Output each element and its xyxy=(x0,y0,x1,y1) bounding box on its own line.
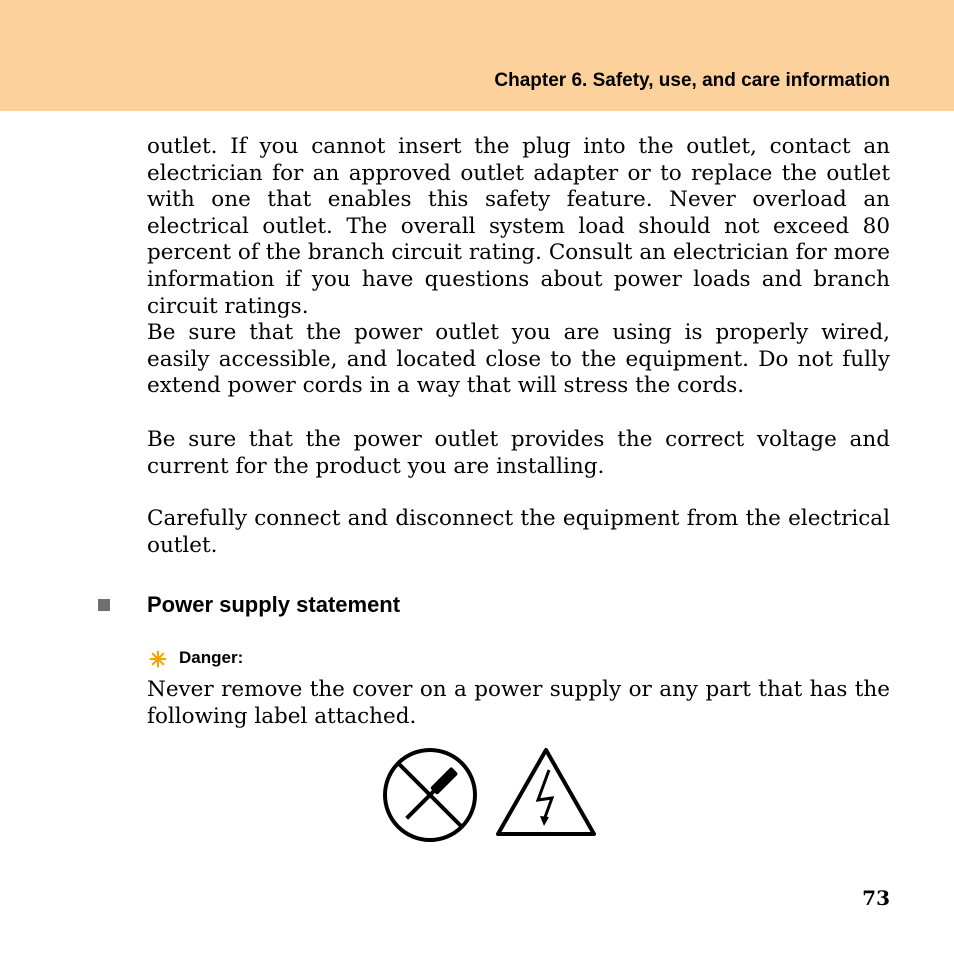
no-service-icon xyxy=(381,746,479,844)
chapter-title: Chapter 6. Safety, use, and care information xyxy=(494,70,890,91)
section-heading: Power supply statement xyxy=(147,592,401,617)
header-band xyxy=(0,0,954,111)
danger-label: Danger: xyxy=(179,648,244,667)
body-paragraph: Be sure that the power outlet you are using is properly wired, easily accessible, and located close to the equipment. Do not fully extend power cords in a way that will stress the cords. xyxy=(147,320,890,399)
high-voltage-icon xyxy=(494,746,598,838)
body-paragraph: Be sure that the power outlet provides the correct voltage and current for the product you are installing. xyxy=(147,427,890,479)
page-number: 73 xyxy=(862,886,890,910)
body-paragraph: Carefully connect and disconnect the equipment from the electrical outlet. xyxy=(147,506,890,558)
section-bullet xyxy=(98,599,110,611)
danger-icon xyxy=(149,650,167,668)
body-paragraph: outlet. If you cannot insert the plug into the outlet, contact an electrician for an approved outlet adapter or to replace the outlet with one that enables this safety feature. Never overload an electrical outlet. The overall system load should not exceed 80 percent of the branch circuit rating. Consult an electrician for more information if you have questions about power loads and branch circuit ratings. xyxy=(147,134,890,319)
danger-text: Never remove the cover on a power supply or any part that has the following label attached. xyxy=(147,677,890,729)
